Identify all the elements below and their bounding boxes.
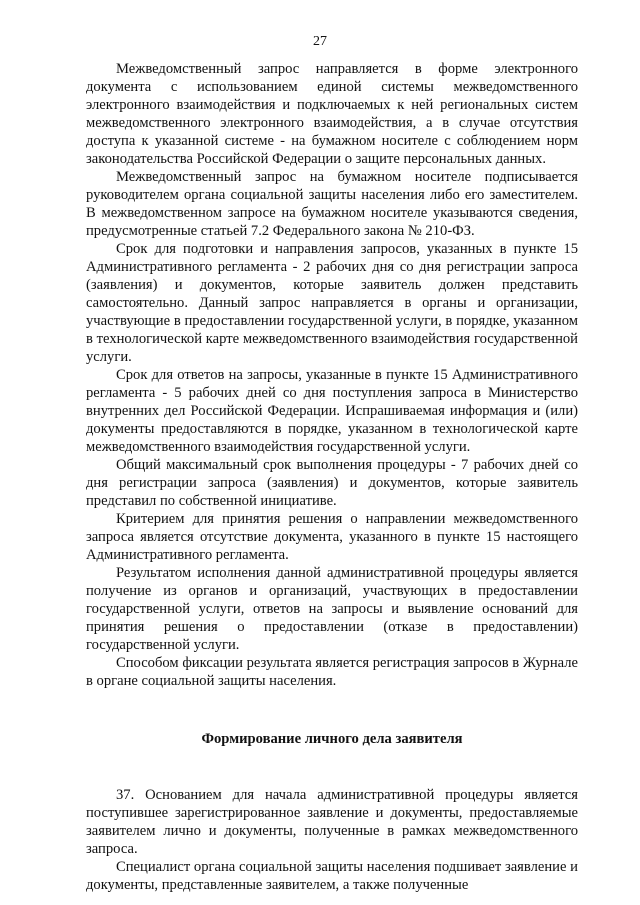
paragraph-result-recording: Способом фиксации результата является регистрация запросов в Журнале в органе социальной защиты населения. (86, 655, 578, 689)
paragraph-total-deadline: Общий максимальный срок выполнения процедуры - 7 рабочих дней со дня регистрации запроса (заявления) и документов, которые заявитель представил по собственной инициативе. (86, 457, 578, 509)
document-body (86, 60, 578, 894)
section-heading: Формирование личного дела заявителя (201, 731, 463, 747)
paragraph-specialist-files-documents: Специалист органа социальной защиты населения подшивает заявление и документы, представленные заявителем, а также полученные (86, 859, 578, 893)
page-number: 27 (313, 34, 327, 49)
paragraph-response-deadline: Срок для ответов на запросы, указанные в пункте 15 Административного регламента - 5 рабочих дней со дня поступления запроса в Министерство внутренних дел Российской Федерации. Испрашиваемая информация и (или) документы предоставляются в порядке, указанном в технологической карте межведомственного взаимодействия государственной услуги. (86, 367, 578, 455)
paragraph-interagency-request-form: Межведомственный запрос направляется в форме электронного документа с использованием единой системы межведомственного электронного взаимодействия и подключаемых к ней региональных систем межведомственного электронного взаимодействия, а в случае отсутствия доступа к указанной системе - на бумажном носителе с соблюдением норм законодательства Российской Федерации о защите персональных данных. (86, 61, 578, 167)
paragraph-request-preparation-deadline: Срок для подготовки и направления запросов, указанных в пункте 15 Административного регламента - 2 рабочих дня со дня регистрации запроса (заявления) и документов, которые заявитель должен представить самостоятельно. Данный запрос направляется в органы и организации, участвующие в предоставлении государственной услуги, в порядке, указанном в технологической карте межведомственного взаимодействия государственной услуги. (86, 241, 578, 365)
paragraph-decision-criterion: Критерием для принятия решения о направлении межведомственного запроса является отсутствие документа, указанного в пункте 15 настоящего Административного регламента. (86, 511, 578, 563)
paragraph-procedure-result: Результатом исполнения данной административной процедуры является получение из органов и организаций, участвующих в предоставлении государственной услуги, ответов на запросы и выявление оснований для принятия решения о предоставлении (отказе в предоставлении) государственной услуги. (86, 565, 578, 653)
paragraph-paper-request-signature: Межведомственный запрос на бумажном носителе подписывается руководителем органа социальной защиты населения либо его заместителем. В межведомственном запросе на бумажном носителе указываются сведения, предусмотренные статьей 7.2 Федерального закона № 210-ФЗ. (86, 169, 578, 239)
paragraph-item-37: 37. Основанием для начала административной процедуры является поступившее зарегистрированное заявление и документы, предоставляемые заявителем лично и документы, полученные в рамках межведомственного запроса. (86, 787, 578, 857)
